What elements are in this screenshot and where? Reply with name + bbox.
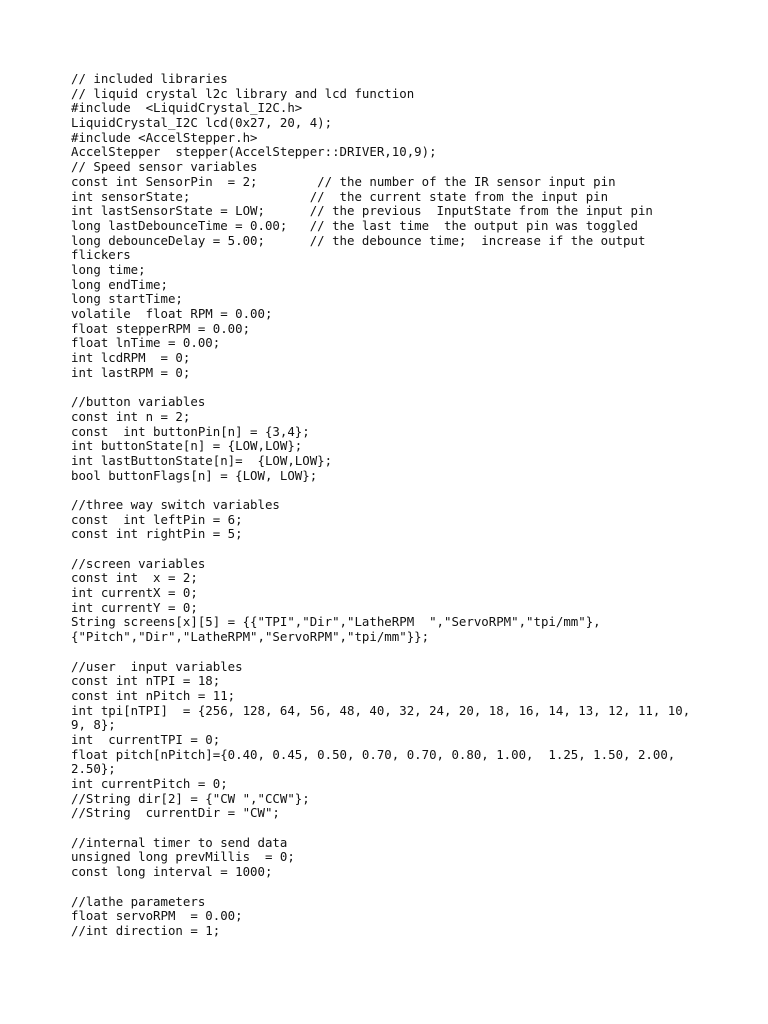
- code-line: long endTime;: [71, 276, 168, 292]
- code-line: //int direction = 1;: [71, 922, 221, 938]
- code-line: flickers: [71, 247, 131, 263]
- code-line: //lathe parameters: [71, 893, 206, 909]
- code-line: [71, 645, 731, 660]
- code-line: volatile float RPM = 0.00;: [71, 306, 273, 321]
- code-line: const int buttonPin[n] = {3,4};: [71, 423, 310, 439]
- code-line: int sensorState; // the current state from the input pin: [71, 188, 609, 204]
- code-line: float servoRPM = 0.00;: [71, 908, 243, 924]
- code-line: // liquid crystal l2c library and lcd function: [71, 85, 415, 101]
- code-line: //String dir[2] = {"CW ","CCW"};: [71, 790, 310, 806]
- code-line: //user input variables: [71, 658, 243, 674]
- code-line: [71, 880, 731, 895]
- code-line: #include <AccelStepper.h>: [71, 129, 258, 145]
- code-line: [71, 380, 731, 395]
- code-line: int lastButtonState[n]= {LOW,LOW};: [71, 452, 333, 468]
- code-line: const int rightPin = 5;: [71, 526, 243, 542]
- code-line: int lastSensorState = LOW; // the previous InputState from the input pin: [71, 203, 653, 219]
- code-line: const int nPitch = 11;: [71, 687, 236, 703]
- code-line: AccelStepper stepper(AccelStepper::DRIVER,10,9);: [71, 144, 437, 160]
- code-line: String screens[x][5] = {{"TPI","Dir","LatheRPM ","ServoRPM","tpi/mm"},: [71, 614, 601, 630]
- code-line: {"Pitch","Dir","LatheRPM","ServoRPM","tpi/mm"}};: [71, 629, 430, 645]
- code-line: const int SensorPin = 2; // the number of the IR sensor input pin: [71, 173, 616, 189]
- code-line: const int nTPI = 18;: [71, 673, 221, 689]
- code-line: long startTime;: [71, 291, 183, 307]
- code-line: const int n = 2;: [71, 408, 191, 424]
- code-line: float lnTime = 0.00;: [71, 335, 221, 351]
- code-line: [71, 542, 731, 557]
- code-listing: [71, 72, 731, 939]
- code-line: unsigned long prevMillis = 0;: [71, 849, 295, 865]
- code-line: int lastRPM = 0;: [71, 364, 191, 380]
- code-line: bool buttonFlags[n] = {LOW, LOW};: [71, 467, 318, 483]
- code-line: LiquidCrystal_I2C lcd(0x27, 20, 4);: [71, 115, 333, 131]
- code-line: long time;: [71, 261, 146, 277]
- code-line: #include <LiquidCrystal_I2C.h>: [71, 100, 303, 116]
- code-line: long lastDebounceTime = 0.00; // the last time the output pin was toggled: [71, 217, 638, 233]
- code-line: [71, 483, 731, 498]
- code-line: //String currentDir = "CW";: [71, 805, 280, 821]
- code-line: //screen variables: [71, 555, 206, 571]
- code-line: //internal timer to send data: [71, 834, 288, 850]
- code-line: [71, 821, 731, 836]
- code-line: float pitch[nPitch]={0.40, 0.45, 0.50, 0.70, 0.70, 0.80, 1.00, 1.25, 1.50, 2.00,: [71, 746, 676, 762]
- code-line: const int leftPin = 6;: [71, 511, 243, 527]
- code-line: int tpi[nTPI] = {256, 128, 64, 56, 48, 40, 32, 24, 20, 18, 16, 14, 13, 12, 11, 10,: [71, 702, 691, 718]
- code-line: int currentY = 0;: [71, 599, 198, 615]
- code-line: // Speed sensor variables: [71, 159, 258, 175]
- code-line: int currentTPI = 0;: [71, 731, 221, 747]
- code-line: //three way switch variables: [71, 496, 280, 512]
- code-line: const long interval = 1000;: [71, 864, 273, 880]
- code-line: //button variables: [71, 394, 206, 410]
- code-line: int currentPitch = 0;: [71, 776, 228, 791]
- code-line: 2.50};: [71, 761, 116, 777]
- code-line: long debounceDelay = 5.00; // the debounce time; increase if the output: [71, 232, 646, 248]
- code-line: const int x = 2;: [71, 570, 198, 586]
- code-line: int currentX = 0;: [71, 585, 198, 601]
- code-line: // included libraries: [71, 71, 228, 86]
- code-line: float stepperRPM = 0.00;: [71, 320, 251, 336]
- code-line: int lcdRPM = 0;: [71, 350, 191, 366]
- code-line: int buttonState[n] = {LOW,LOW};: [71, 438, 303, 454]
- code-line: 9, 8};: [71, 717, 116, 733]
